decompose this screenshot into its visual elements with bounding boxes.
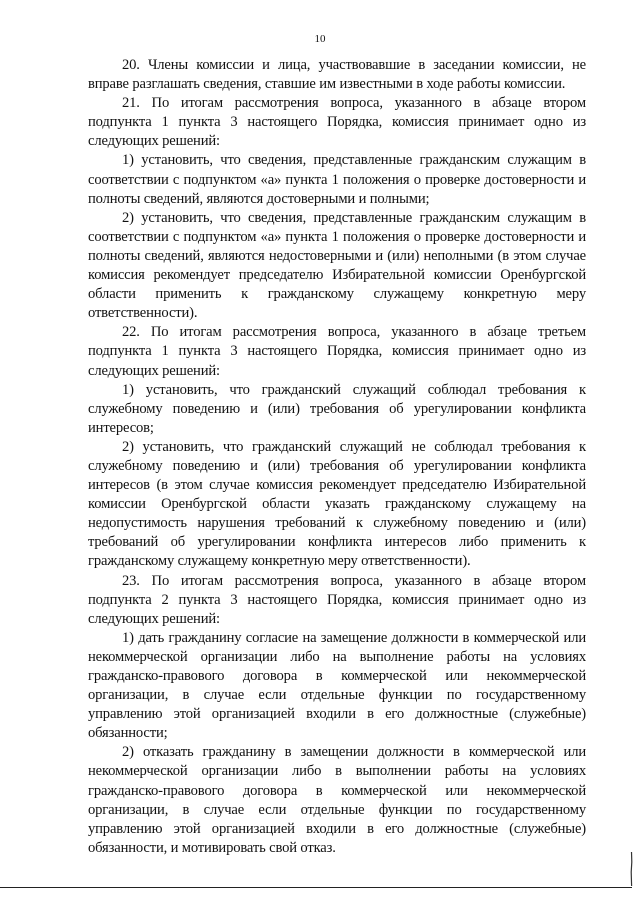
paragraph-20: 20. Члены комиссии и лица, участвовавшие в заседании комиссии, не вправе разглашать сведения, ставшие им известными в ходе работы комиссии. <box>88 57 586 93</box>
paragraph-23-item-2: 2) отказать гражданину в замещении должности в коммерческой или некоммерческой организации либо в выполнении работы на условиях гражданско-правового договора в коммерческой или некоммерческой организации, в случае если отдельные функции по государственному управлению этой организацией входили в его должностные (служебные) обязанности, и мотивировать свой отказ. <box>88 744 586 856</box>
scan-edge-mark <box>630 852 633 886</box>
document-body <box>88 56 586 858</box>
paragraph-22-item-1: 1) установить, что гражданский служащий соблюдал требования к служебному поведению и (или) требования об урегулировании конфликта интересов; <box>88 381 586 436</box>
paragraph-22: 22. По итогам рассмотрения вопроса, указанного в абзаце третьем подпункта 1 пункта 3 настоящего Порядка, комиссия принимает одно из следующих решений: <box>88 324 586 379</box>
paragraph-21-item-1: 1) установить, что сведения, представленные гражданским служащим в соответствии с подпунктом «а» пункта 1 положения о проверке достоверности и полноты сведений, являются достоверными и полными; <box>88 152 586 207</box>
bottom-rule <box>0 887 632 888</box>
paragraph-22-item-2: 2) установить, что гражданский служащий не соблюдал требования к служебному поведению и (или) требования об урегулировании конфликта интересов (в этом случае комиссия рекомендует председателю Избирательной комиссии Оренбургской области указать гражданскому служащему на недопустимость нарушения требований к служебному поведению и (или) требований об урегулировании конфликта интересов либо применить к гражданскому служащему конкретную меру ответственности). <box>88 438 586 570</box>
paragraph-23: 23. По итогам рассмотрения вопроса, указанного в абзаце втором подпункта 2 пункта 3 настоящего Порядка, комиссия принимает одно из следующих решений: <box>88 572 586 627</box>
paragraph-21-item-2: 2) установить, что сведения, представленные гражданским служащим в соответствии с подпунктом «а» пункта 1 положения о проверке достоверности и полноты сведений, являются недостоверными и (или) неполными (в этом случае комиссия рекомендует председателю Избирательной комиссии Оренбургской области применить к гражданскому служащему конкретную меру ответственности). <box>88 209 586 322</box>
page-number: 10 <box>314 33 326 45</box>
paragraph-23-item-1: 1) дать гражданину согласие на замещение должности в коммерческой или некоммерческой организации либо на выполнение работы на условиях гражданско-правового договора в коммерческой или некоммерческой организации, в случае если отдельные функции по государственному управлению этой организацией входили в его должностные (служебные) обязанности; <box>88 629 586 742</box>
paragraph-21: 21. По итогам рассмотрения вопроса, указанного в абзаце втором подпункта 1 пункта 3 настоящего Порядка, комиссия принимает одно из следующих решений: <box>88 95 586 150</box>
